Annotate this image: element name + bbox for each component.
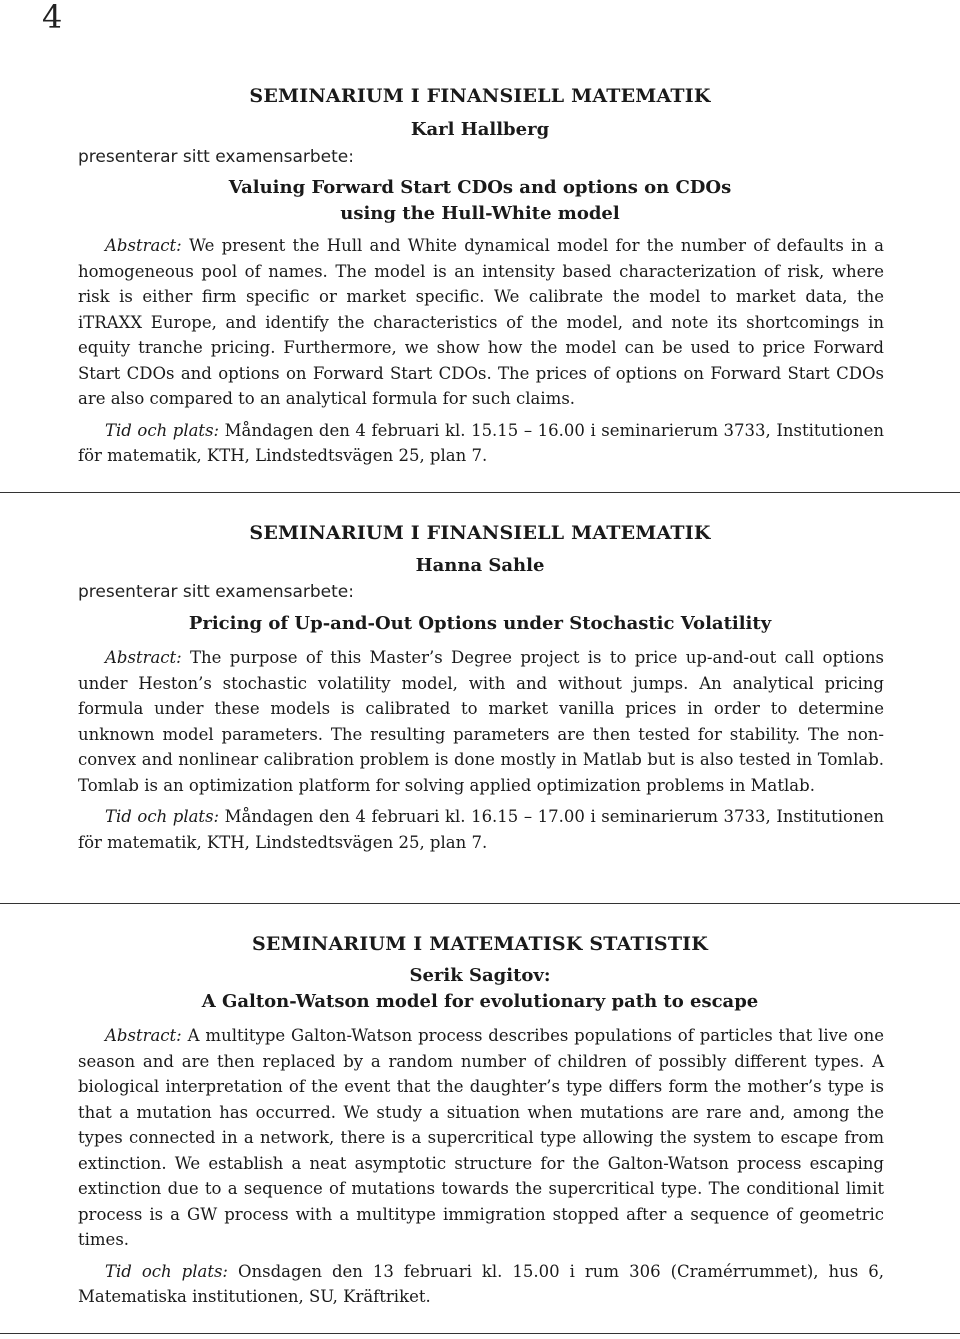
seminar-2-time-label: Tid och plats: bbox=[105, 807, 220, 826]
seminar-2-title: Pricing of Up-and-Out Options under Stochastic Volatility bbox=[188, 613, 772, 634]
seminar-2-abstract-label: Abstract: bbox=[105, 648, 182, 667]
seminar-1-presenter-note: presenterar sitt examensarbete: bbox=[78, 147, 354, 167]
seminar-1-abstract-text: We present the Hull and White dynamical model for the number of defaults in a homogeneous pool of names. The model is an intensity based characterization of risk, where risk is either firm specific or market specific. We calibrate the model to market data, the iTRAXX Europe, and identify the characteristics of the model, and note its shortcomings in equity tranche pricing. Furthermore, we show how the model can be used to price Forward Start CDOs and options on Forward Start CDOs. The prices of options on Forward Start CDOs are also compared to an analytical formula for such claims. bbox=[78, 236, 884, 408]
seminar-1-speaker: Karl Hallberg bbox=[410, 119, 550, 140]
separator-3 bbox=[0, 1333, 960, 1334]
seminar-3-abstract-label: Abstract: bbox=[105, 1026, 182, 1045]
separator-2 bbox=[0, 903, 960, 904]
seminar-2-presenter-note: presenterar sitt examensarbete: bbox=[78, 582, 354, 602]
seminar-2-abstract-text: The purpose of this Master’s Degree project is to price up-and-out call options under Heston’s stochastic volatility model, with and without jumps. An analytical pricing formula under these models is calibrated to market vanilla prices in order to determine unknown model parameters. The resulting parameters are then tested for stability. The non-convex and nonlinear calibration problem is done mostly in Matlab but is also tested in Tomlab. Tomlab is an optimization platform for solving applied optimization problems in Matlab. bbox=[78, 648, 884, 795]
seminar-3-speaker: Serik Sagitov: bbox=[409, 965, 551, 986]
seminar-1-time-label: Tid och plats: bbox=[105, 420, 220, 440]
seminar-1-abstract bbox=[78, 233, 884, 412]
seminar-3-body bbox=[78, 1023, 884, 1310]
seminar-1-time-text: Måndagen den 4 februari kl. 15.15 – 16.00 i seminarierum 3733, Institutionen för matematik, KTH, Lindstedtsvägen 25, plan 7. bbox=[78, 420, 884, 465]
seminar-2-time-place bbox=[78, 804, 884, 855]
seminar-2-speaker: Hanna Sahle bbox=[415, 555, 545, 576]
seminar-3-time-label: Tid och plats: bbox=[105, 1261, 228, 1281]
seminar-3-time-place bbox=[78, 1259, 884, 1310]
seminar-3-abstract bbox=[78, 1023, 884, 1253]
seminar-1-title-line-1: Valuing Forward Start CDOs and options on CDOs bbox=[228, 177, 732, 198]
seminar-3-time-text: Onsdagen den 13 februari kl. 15.00 i rum 306 (Cramérrummet), hus 6, Matematiska institutionen, SU, Kräftriket. bbox=[78, 1261, 884, 1306]
seminar-1-series: SEMINARIUM I FINANSIELL MATEMATIK bbox=[249, 85, 711, 107]
seminar-1-body bbox=[78, 233, 884, 469]
seminar-2-series: SEMINARIUM I FINANSIELL MATEMATIK bbox=[249, 522, 711, 544]
seminar-2-time-text: Måndagen den 4 februari kl. 16.15 – 17.00 i seminarierum 3733, Institutionen för matematik, KTH, Lindstedtsvägen 25, plan 7. bbox=[78, 807, 884, 852]
separator-1 bbox=[0, 492, 960, 493]
seminar-2-abstract bbox=[78, 645, 884, 798]
page-number: 4 bbox=[42, 0, 63, 36]
seminar-3-series: SEMINARIUM I MATEMATISK STATISTIK bbox=[251, 933, 708, 955]
seminar-3-abstract-text: A multitype Galton-Watson process describes populations of particles that live one season and are then replaced by a random number of children of possibly different types. A biological interpretation of the event that the daughter’s type differs form the mother’s type is that a mutation has occurred. We study a situation when mutations are rare and, among the types connected in a network, there is a supercritical type allowing the system to escape from extinction. We establish a neat asymptotic structure for the Galton-Watson process escaping extinction due to a sequence of mutations towards the supercritical type. The conditional limit process is a GW process with a multitype immigration stopped after a sequence of geometric times. bbox=[78, 1026, 884, 1249]
seminar-1-time-place bbox=[78, 418, 884, 469]
seminar-3-title: A Galton-Watson model for evolutionary path to escape bbox=[201, 991, 759, 1012]
seminar-1-title-line-2: using the Hull-White model bbox=[340, 203, 620, 224]
seminar-1-abstract-label: Abstract: bbox=[105, 236, 182, 255]
seminar-2-body bbox=[78, 645, 884, 855]
